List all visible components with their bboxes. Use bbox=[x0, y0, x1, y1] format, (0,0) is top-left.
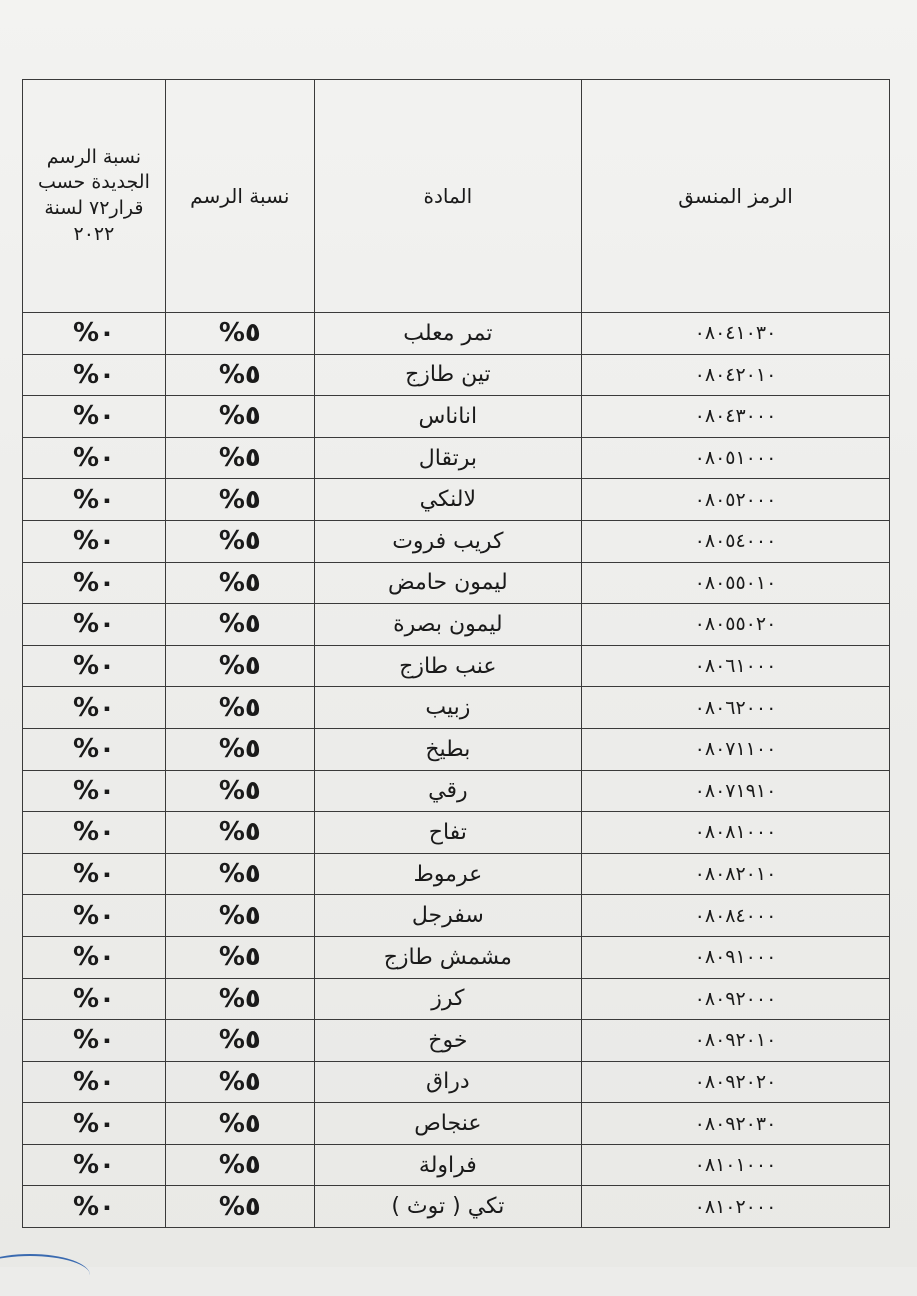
cell-rate: ٥% bbox=[165, 313, 314, 355]
header-rate: نسبة الرسم bbox=[165, 80, 314, 313]
cell-rate: ٥% bbox=[165, 1103, 314, 1145]
cell-rate: ٥% bbox=[165, 604, 314, 646]
cell-rate: ٥% bbox=[165, 1144, 314, 1186]
cell-new-rate: ٠% bbox=[23, 520, 166, 562]
cell-new-rate: ٠% bbox=[23, 895, 166, 937]
cell-item: اناناس bbox=[314, 396, 581, 438]
cell-item: عنب طازج bbox=[314, 645, 581, 687]
cell-new-rate: ٠% bbox=[23, 936, 166, 978]
cell-code: ٠٨٠٨١٠٠٠ bbox=[581, 812, 889, 854]
cell-item: برتقال bbox=[314, 437, 581, 479]
table-row bbox=[23, 1186, 890, 1228]
cell-code: ٠٨٠٧١٩١٠ bbox=[581, 770, 889, 812]
scan-edge-mark bbox=[0, 1254, 90, 1296]
cell-code: ٠٨٠٩٢٠٢٠ bbox=[581, 1061, 889, 1103]
cell-code: ٠٨٠٥٢٠٠٠ bbox=[581, 479, 889, 521]
cell-new-rate: ٠% bbox=[23, 604, 166, 646]
cell-rate: ٥% bbox=[165, 978, 314, 1020]
cell-item: كريب فروت bbox=[314, 520, 581, 562]
cell-new-rate: ٠% bbox=[23, 645, 166, 687]
cell-item: رقي bbox=[314, 770, 581, 812]
cell-item: خوخ bbox=[314, 1020, 581, 1062]
cell-code: ٠٨٠٩١٠٠٠ bbox=[581, 936, 889, 978]
cell-code: ٠٨٠٤٣٠٠٠ bbox=[581, 396, 889, 438]
cell-rate: ٥% bbox=[165, 728, 314, 770]
cell-rate: ٥% bbox=[165, 562, 314, 604]
cell-code: ٠٨١٠٢٠٠٠ bbox=[581, 1186, 889, 1228]
cell-code: ٠٨٠٥١٠٠٠ bbox=[581, 437, 889, 479]
table-row bbox=[23, 313, 890, 355]
table-row bbox=[23, 354, 890, 396]
cell-code: ٠٨٠٤٢٠١٠ bbox=[581, 354, 889, 396]
cell-code: ٠٨٠٥٥٠١٠ bbox=[581, 562, 889, 604]
cell-rate: ٥% bbox=[165, 1020, 314, 1062]
cell-rate: ٥% bbox=[165, 853, 314, 895]
cell-item: تين طازج bbox=[314, 354, 581, 396]
cell-new-rate: ٠% bbox=[23, 1020, 166, 1062]
cell-item: فراولة bbox=[314, 1144, 581, 1186]
cell-new-rate: ٠% bbox=[23, 396, 166, 438]
cell-code: ٠٨٠٩٢٠٣٠ bbox=[581, 1103, 889, 1145]
cell-rate: ٥% bbox=[165, 1061, 314, 1103]
cell-rate: ٥% bbox=[165, 396, 314, 438]
cell-item: تمر معلب bbox=[314, 313, 581, 355]
cell-code: ٠٨٠٦٢٠٠٠ bbox=[581, 687, 889, 729]
cell-new-rate: ٠% bbox=[23, 354, 166, 396]
cell-rate: ٥% bbox=[165, 687, 314, 729]
cell-new-rate: ٠% bbox=[23, 1103, 166, 1145]
cell-new-rate: ٠% bbox=[23, 1186, 166, 1228]
cell-item: بطيخ bbox=[314, 728, 581, 770]
cell-new-rate: ٠% bbox=[23, 853, 166, 895]
table-row bbox=[23, 562, 890, 604]
cell-new-rate: ٠% bbox=[23, 562, 166, 604]
table-row bbox=[23, 396, 890, 438]
header-new-rate: نسبة الرسم الجديدة حسب قرار٧٢ لسنة ٢٠٢٢ bbox=[23, 80, 166, 313]
cell-new-rate: ٠% bbox=[23, 1061, 166, 1103]
table-row bbox=[23, 645, 890, 687]
table-row bbox=[23, 437, 890, 479]
cell-item: زبيب bbox=[314, 687, 581, 729]
cell-item: ليمون بصرة bbox=[314, 604, 581, 646]
cell-item: كرز bbox=[314, 978, 581, 1020]
cell-item: سفرجل bbox=[314, 895, 581, 937]
table-row bbox=[23, 604, 890, 646]
cell-item: عرموط bbox=[314, 853, 581, 895]
cell-code: ٠٨٠٩٢٠٠٠ bbox=[581, 978, 889, 1020]
cell-code: ٠٨٠٦١٠٠٠ bbox=[581, 645, 889, 687]
table-row bbox=[23, 1061, 890, 1103]
table-row bbox=[23, 479, 890, 521]
table-row bbox=[23, 895, 890, 937]
table-row bbox=[23, 728, 890, 770]
cell-code: ٠٨٠٩٢٠١٠ bbox=[581, 1020, 889, 1062]
cell-rate: ٥% bbox=[165, 895, 314, 937]
cell-new-rate: ٠% bbox=[23, 978, 166, 1020]
cell-new-rate: ٠% bbox=[23, 687, 166, 729]
cell-item: تفاح bbox=[314, 812, 581, 854]
table-header-row bbox=[23, 80, 890, 313]
cell-code: ٠٨٠٥٥٠٢٠ bbox=[581, 604, 889, 646]
header-item: المادة bbox=[314, 80, 581, 313]
table-row bbox=[23, 812, 890, 854]
table-row bbox=[23, 520, 890, 562]
header-code: الرمز المنسق bbox=[581, 80, 889, 313]
table-row bbox=[23, 1020, 890, 1062]
cell-rate: ٥% bbox=[165, 1186, 314, 1228]
cell-new-rate: ٠% bbox=[23, 1144, 166, 1186]
table-row bbox=[23, 1144, 890, 1186]
cell-item: تكي ( توث ) bbox=[314, 1186, 581, 1228]
cell-rate: ٥% bbox=[165, 479, 314, 521]
cell-rate: ٥% bbox=[165, 437, 314, 479]
cell-new-rate: ٠% bbox=[23, 812, 166, 854]
cell-code: ٠٨٠٨٢٠١٠ bbox=[581, 853, 889, 895]
cell-item: دراق bbox=[314, 1061, 581, 1103]
table-row bbox=[23, 978, 890, 1020]
cell-code: ٠٨٠٥٤٠٠٠ bbox=[581, 520, 889, 562]
cell-new-rate: ٠% bbox=[23, 313, 166, 355]
cell-new-rate: ٠% bbox=[23, 728, 166, 770]
cell-new-rate: ٠% bbox=[23, 437, 166, 479]
cell-rate: ٥% bbox=[165, 936, 314, 978]
cell-rate: ٥% bbox=[165, 354, 314, 396]
cell-code: ٠٨١٠١٠٠٠ bbox=[581, 1144, 889, 1186]
cell-item: عنجاص bbox=[314, 1103, 581, 1145]
cell-rate: ٥% bbox=[165, 812, 314, 854]
cell-rate: ٥% bbox=[165, 520, 314, 562]
table-row bbox=[23, 1103, 890, 1145]
tariff-table bbox=[22, 79, 890, 1228]
cell-code: ٠٨٠٧١١٠٠ bbox=[581, 728, 889, 770]
table-row bbox=[23, 687, 890, 729]
cell-item: لالنكي bbox=[314, 479, 581, 521]
cell-rate: ٥% bbox=[165, 770, 314, 812]
cell-item: ليمون حامض bbox=[314, 562, 581, 604]
table-row bbox=[23, 853, 890, 895]
cell-code: ٠٨٠٤١٠٣٠ bbox=[581, 313, 889, 355]
cell-new-rate: ٠% bbox=[23, 479, 166, 521]
cell-new-rate: ٠% bbox=[23, 770, 166, 812]
cell-rate: ٥% bbox=[165, 645, 314, 687]
table-row bbox=[23, 936, 890, 978]
table-body bbox=[23, 313, 890, 1228]
cell-item: مشمش طازج bbox=[314, 936, 581, 978]
cell-code: ٠٨٠٨٤٠٠٠ bbox=[581, 895, 889, 937]
table-row bbox=[23, 770, 890, 812]
